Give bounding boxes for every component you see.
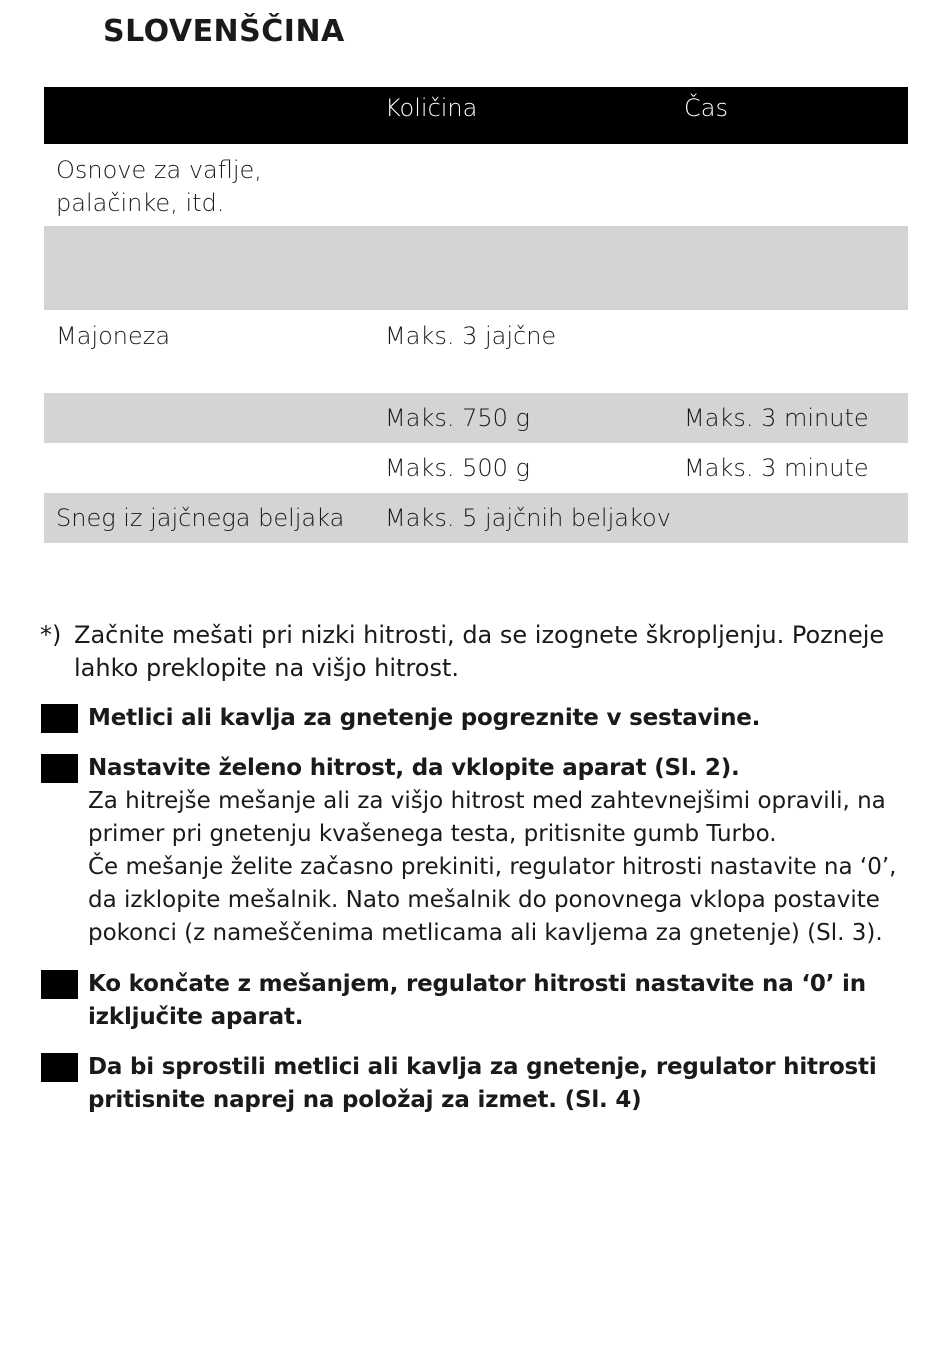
step-detail: Če mešanje želite začasno prekiniti, regulator hitrosti nastavite na ‘0’, da izklopite mešalnik. Nato mešalnik do ponovnega vklopa postavite pokonci (z nameščenima metlicama ali kavljema za gnetenje) (Sl. 3).: [88, 854, 897, 946]
step-instruction: Ko končate z mešanjem, regulator hitrosti nastavite na ‘0’ in izključite aparat.: [88, 971, 866, 1030]
step-bullet-icon: [41, 754, 78, 783]
table-row: [44, 493, 908, 543]
instruction-step: [41, 752, 901, 950]
header-cell-time: Čas: [684, 94, 728, 122]
table-row: [44, 393, 908, 443]
table-cell: Maks. 500 g: [385, 454, 530, 482]
footnote-text: Začnite mešati pri nizki hitrosti, da se izognete škropljenju. Pozneje lahko preklopite na višjo hitrost.: [74, 621, 885, 682]
table-cell: Maks. 750 g: [385, 404, 530, 432]
table-row: [44, 310, 908, 393]
table-cell: Maks. 5 jajčnih beljakov: [385, 504, 671, 532]
table-cell: Sneg iz jajčnega beljaka: [56, 504, 345, 532]
step-instruction: Da bi sprostili metlici ali kavlja za gnetenje, regulator hitrosti pritisnite naprej na položaj za izmet. (Sl. 4): [88, 1054, 877, 1113]
step-instruction: Metlici ali kavlja za gnetenje pogreznite v sestavine.: [88, 705, 761, 731]
step-bullet-icon: [41, 970, 78, 999]
footnote: [40, 619, 900, 685]
step-detail: Za hitrejše mešanje ali za višjo hitrost med zahtevnejšimi opravili, na primer pri gnetenju kvašenega testa, pritisnite gumb Turbo.: [88, 788, 886, 847]
table-cell: Majoneza: [56, 322, 171, 350]
table-row: [44, 226, 908, 310]
table-cell: Maks. 3 jajčne: [385, 322, 557, 350]
header-cell-quantity: Količina: [385, 94, 478, 122]
table-row: [44, 144, 908, 226]
table-cell: Maks. 3 minute: [684, 404, 869, 432]
usage-table: [44, 87, 908, 543]
instruction-step: [41, 702, 901, 735]
step-bullet-icon: [41, 704, 78, 733]
table-row: [44, 443, 908, 493]
instruction-step: [41, 1051, 901, 1117]
step-bullet-icon: [41, 1053, 78, 1082]
table-cell: Maks. 3 minute: [684, 454, 869, 482]
step-instruction: Nastavite želeno hitrost, da vklopite aparat (Sl. 2).: [88, 755, 740, 781]
language-heading: SLOVENŠČINA: [103, 14, 345, 49]
instruction-step: [41, 968, 901, 1034]
table-cell: Osnove za vaflje, palačinke, itd.: [56, 156, 262, 217]
footnote-mark: *): [40, 621, 62, 649]
table-header-row: [44, 87, 908, 144]
